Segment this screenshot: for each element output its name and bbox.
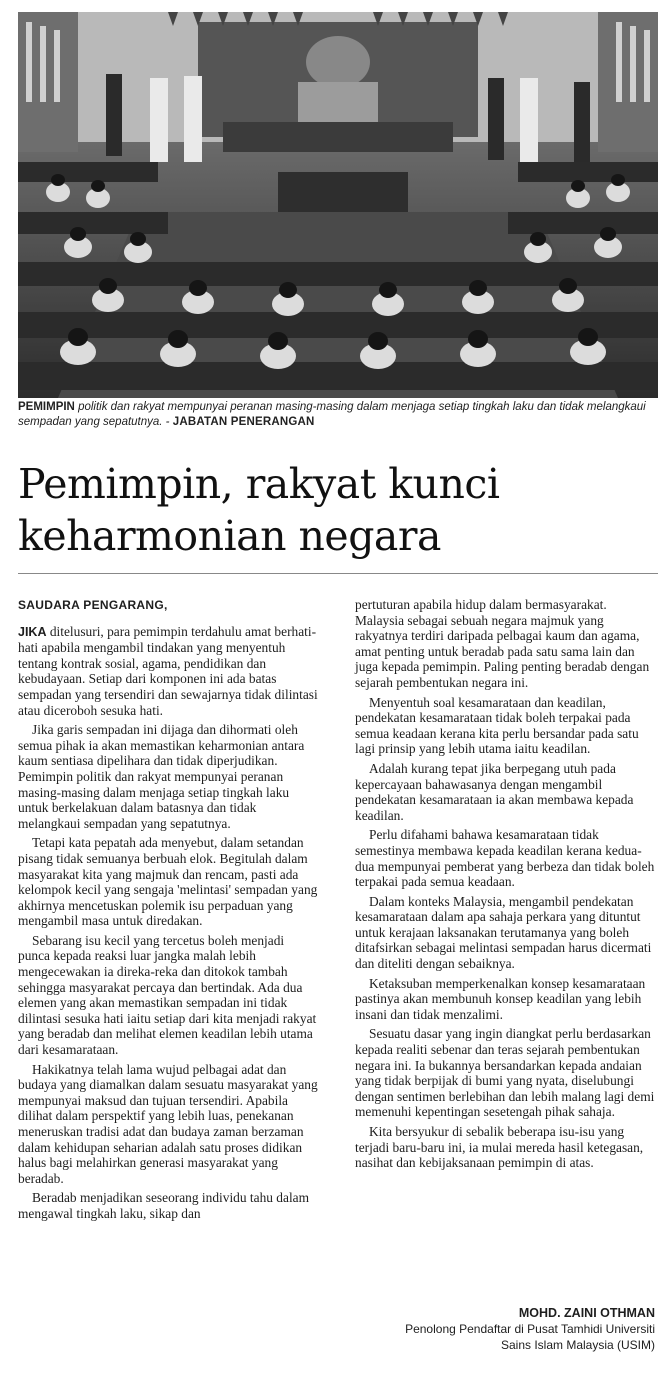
article-headline (18, 458, 658, 562)
photo-caption (18, 400, 658, 430)
paragraph: Perlu difahami bahawa kesamarataan tidak semestinya membawa kepada keadilan kerana kedua-dua mempunyai pemberat yang berbeza dan tidak boleh terpakai pada semua keadaan. (355, 827, 655, 890)
salutation: SAUDARA PENGARANG, (18, 598, 168, 612)
author-title-line-1: Penolong Pendaftar di Pusat Tamhidi Universiti (405, 1322, 655, 1336)
parliament-photo-icon (18, 12, 658, 398)
article-column-left (18, 598, 318, 1226)
caption-credit: JABATAN PENERANGAN (172, 416, 315, 428)
paragraph: Sesuatu dasar yang ingin diangkat perlu berdasarkan kepada realiti sebenar dan teras sejarah pembentukan negara ini. Ia bukannya bersandarkan kepada andaian yang tidak berpijak di bumi yang nyata, diselubungi dengan sentimen berlebihan dan lebih malang lagi demi memenuhi kepentingan sesetengah pihak sahaja. (355, 1026, 655, 1120)
paragraph: Jika garis sempadan ini dijaga dan dihormati oleh semua pihak ia akan memastikan keharmonian antara kaum sentiasa dipelihara dan tidak diperjudikan. Pemimpin politik dan rakyat mempunyai peranan masing-masing dalam menjaga setiap tingkah laku untuk berkelakuan dalam batasnya dan tidak melangkaui sempadan yang sepatutnya. (18, 722, 305, 831)
paragraph (18, 624, 318, 719)
paragraph: Kita bersyukur di sebalik beberapa isu-isu yang terjadi baru-baru ini, ia mulai mereda hasil ketegasan, nasihat dan kebijaksanaan pemimpin di atas. (355, 1124, 644, 1171)
paragraph: Sebarang isu kecil yang tercetus boleh menjadi punca kepada reaksi luar jangka malah lebih mengecewakan ia direka-reka dan ditokok tambah sehingga masyarakat percaya dan bertindak. Ada dua elemen yang akan memastikan sempadan ini tidak dilintasi sesuka hati iaitu setiap dari kita menjadi rakyat yang beradab dan melihat elemen keadilan lebih utama dari kesamarataan. (18, 932, 317, 1058)
paragraph: Menyentuh soal kesamarataan dan keadilan, pendekatan kesamarataan tidak boleh terpakai pada semua keadaan kerana kita perlu bersandar pada satu lagi prinsip yang lebih utama iaitu keadilan. (355, 694, 639, 757)
paragraph: Ketaksuban memperkenalkan konsep kesamarataan pastinya akan membunuh konsep keadilan yang lebih insani dan tidak menzalimi. (355, 975, 646, 1022)
paragraph: Adalah kurang tepat jika berpegang utuh pada kepercayaan bahawasanya dengan mengambil pendekatan kesamarataan ia akan membawa kepada keadilan. (355, 760, 634, 823)
first-word: JIKA (18, 624, 47, 639)
headline-line-1: Pemimpin, rakyat kunci (18, 460, 500, 508)
article-column-right (355, 597, 657, 1175)
paragraph: Dalam konteks Malaysia, mengambil pendekatan kesamarataan dalam apa sahaja perkara yang dituntut untuk kerajaan laksanakan terutamanya yang boleh ditafsirkan sebagai melintasi sempadan harus dicermati dan diteliti dengan sebaiknya. (355, 893, 652, 972)
caption-lead: PEMIMPIN (18, 401, 75, 413)
author-name: MOHD. ZAINI OTHMAN (518, 1306, 655, 1320)
parliament-photo (18, 12, 658, 398)
author-title-line-2: Sains Islam Malaysia (USIM) (500, 1338, 655, 1352)
paragraph: Hakikatnya telah lama wujud pelbagai adat dan budaya yang diamalkan dalam sesuatu masyarakat yang mempunyai maksud dan tujuan tersendiri. Apabila dilihat dalam perspektif yang lebih luas, penekanan meneruskan tradisi adat dan budaya zaman berzaman dalam kehidupan seharian adalah satu proses didikan halus bagi melahirkan generasi masyarakat yang beradab. (18, 1061, 318, 1186)
headline-line-2: keharmonian negara (18, 512, 441, 560)
paragraph: pertuturan apabila hidup dalam bermasyarakat. Malaysia sebagai sebuah negara majmuk yang rakyatnya terdiri daripada pelbagai kaum dan agama, amat penting untuk beradab pada satu sama lain dan juga kepada pemimpin. Paling penting beradab dengan sejarah pembentukan negara ini. (355, 597, 650, 690)
author-signature (405, 1305, 655, 1353)
paragraph-text: ditelusuri, para pemimpin terdahulu amat berhati-hati apabila mengambil tindakan yang menyentuh tentang kontrak sosial, agama, pendidikan dan kebudayaan. Setiap dari komponen ini ada batas sempadan yang tersendiri dan sewajarnya tidak dilintasi atau diceroboh sesuka hati. (18, 623, 318, 718)
caption-text: politik dan rakyat mempunyai peranan masing-masing dalam menjaga setiap tingkah laku dan tidak melangkaui sempadan yang sepatutnya. - (18, 401, 646, 428)
headline-divider (18, 573, 658, 574)
paragraph: Beradab menjadikan seseorang individu tahu dalam mengawal tingkah laku, sikap dan (18, 1190, 310, 1221)
paragraph: Tetapi kata pepatah ada menyebut, dalam setandan pisang tidak semuanya berbuah elok. Begitulah dalam masyarakat kita yang majmuk dan rencam, pasti ada kelompok kecil yang sengaja 'melintasi' sempadan yang akhirnya mencetuskan polemik isu perpaduan yang mengambil masa untuk diredakan. (18, 835, 318, 929)
